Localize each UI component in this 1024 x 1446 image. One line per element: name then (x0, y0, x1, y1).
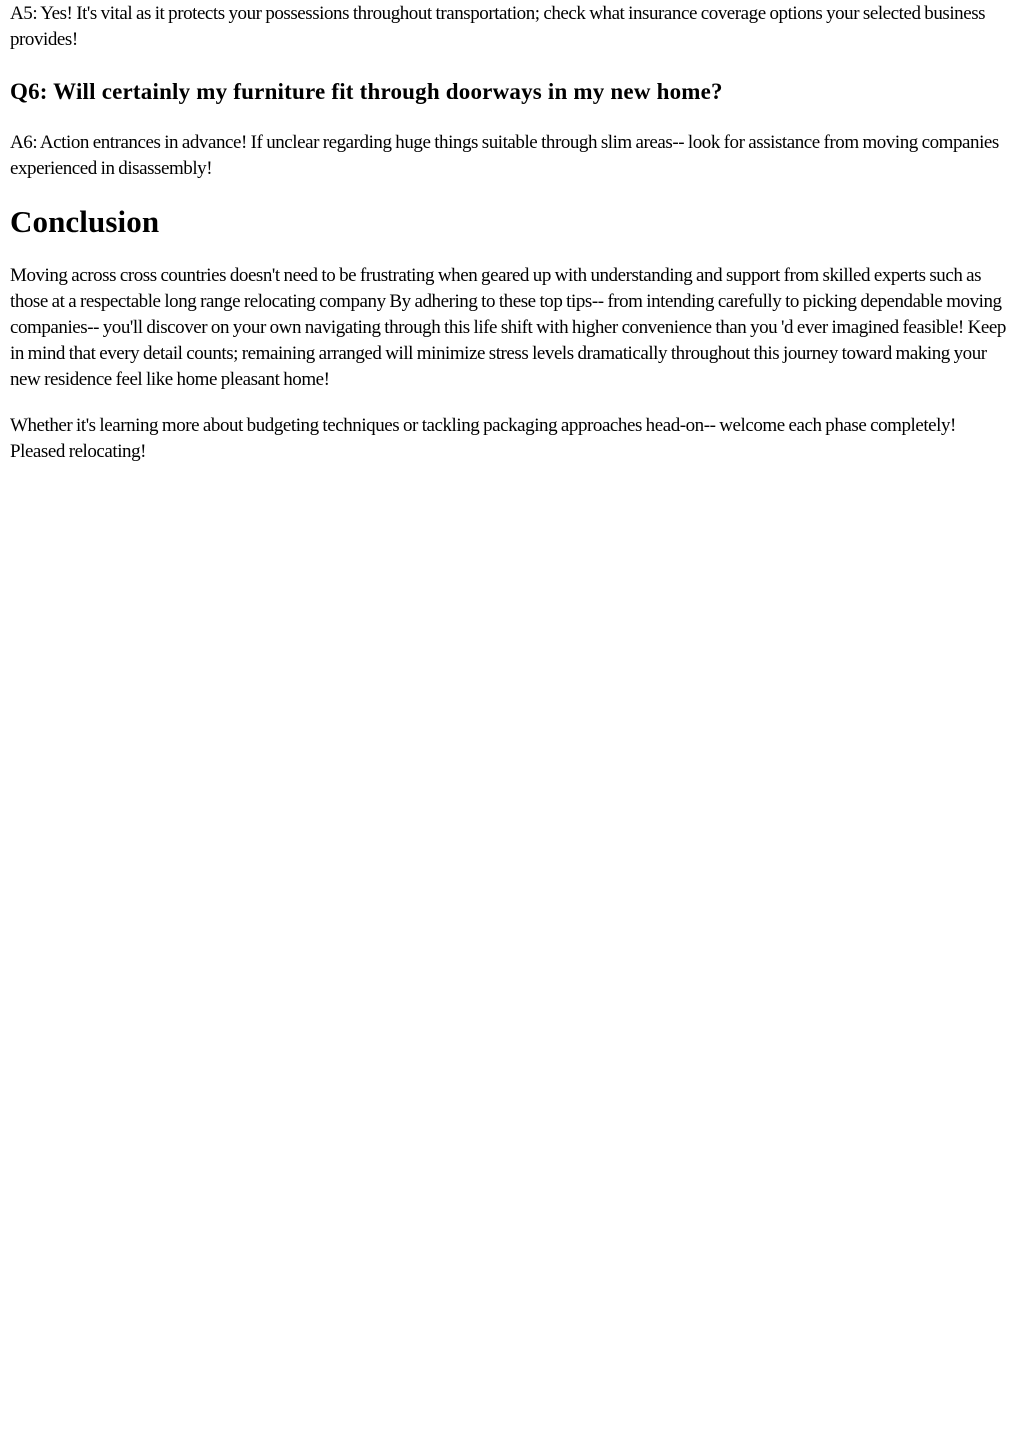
answer-a6: A6: Action entrances in advance! If unclear regarding huge things suitable through slim areas-- look for assistance from moving companies experienced in disassembly! (10, 132, 999, 179)
question-q6-heading: Q6: Will certainly my furniture fit through doorways in my new home? (10, 79, 723, 104)
conclusion-heading: Conclusion (10, 204, 160, 239)
document-page (10, 0, 1014, 465)
answer-a5: A5: Yes! It's vital as it protects your possessions throughout transportation; check what insurance coverage options your selected business provides! (10, 3, 986, 50)
conclusion-paragraph-1: Moving across cross countries doesn't need to be frustrating when geared up with understanding and support from skilled experts such as those at a respectable long range relocating company By adhering to these top tips-- from intending carefully to picking dependable moving companies-- you'll discover on your own navigating through this life shift with higher convenience than you 'd ever imagined feasible! Keep in mind that every detail counts; remaining arranged will minimize stress levels dramatically throughout this journey toward making your new residence feel like home pleasant home! (10, 265, 1006, 390)
conclusion-paragraph-2: Whether it's learning more about budgeting techniques or tackling packaging approaches head-on-- welcome each phase completely! Pleased relocating! (10, 415, 956, 462)
